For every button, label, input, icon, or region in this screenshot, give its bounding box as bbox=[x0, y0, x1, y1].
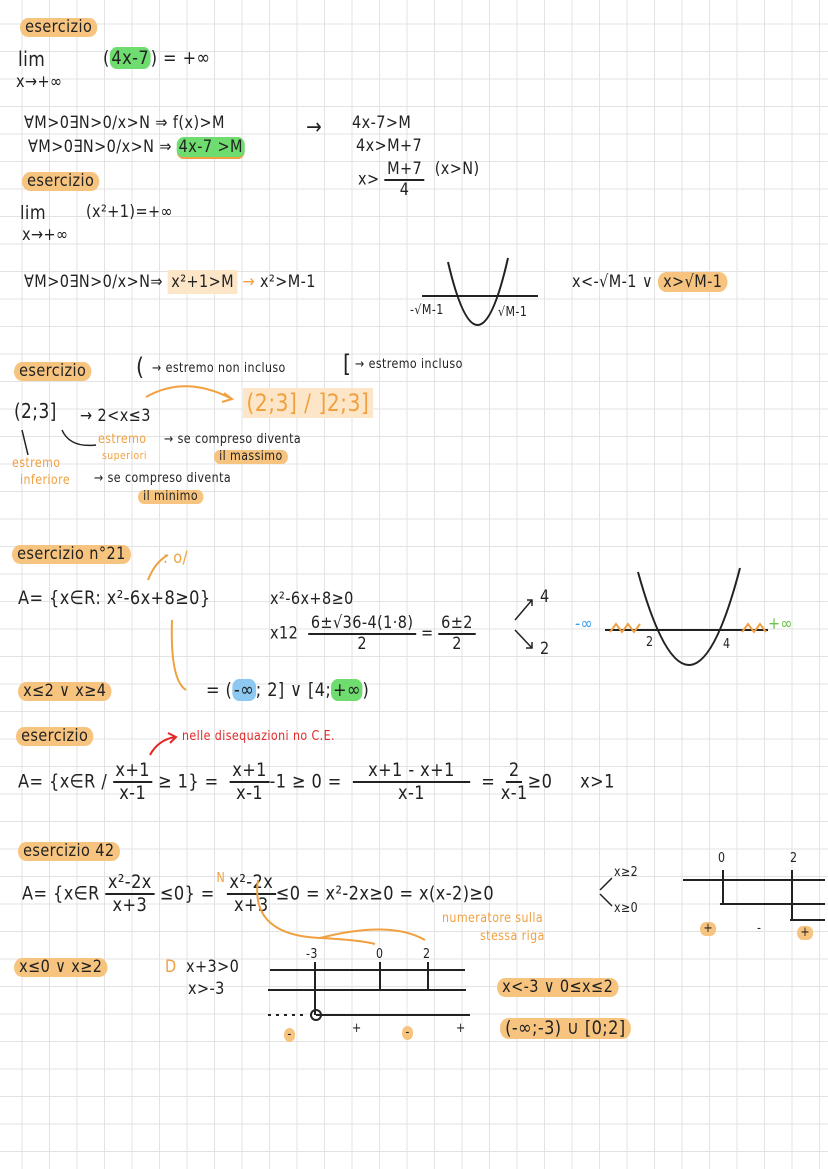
ex6-case1: x≥2 bbox=[614, 865, 639, 880]
ex5-note: nelle disequazioni no C.E. bbox=[182, 729, 335, 744]
denominator: x-1 bbox=[119, 781, 147, 804]
ex3-closed-sym: [ bbox=[343, 350, 352, 378]
ex4-root1: 4 bbox=[540, 587, 550, 607]
ex1-def1: ∀M>0∃N>0/x>N ⇒ f(x)>M bbox=[24, 113, 225, 133]
chart2-sign: + bbox=[456, 1021, 466, 1036]
numerator: x²-2x bbox=[105, 872, 154, 895]
numerator: x+1 bbox=[113, 760, 153, 783]
ex2-root-neg: -√M-1 bbox=[410, 303, 444, 318]
ex3-lower-label-1: estremo bbox=[12, 456, 61, 471]
ex6-d-2: x>-3 bbox=[188, 979, 225, 999]
ex6-final-ineq: x<-3 ∨ 0≤x≤2 bbox=[497, 978, 618, 997]
ex2-def-highlight: x²+1>M bbox=[168, 270, 238, 294]
ex4-pos-inf: +∞ bbox=[768, 614, 793, 634]
ge0: ≥0 bbox=[527, 770, 553, 793]
ex4-title: esercizio n°21 bbox=[12, 545, 131, 564]
ex1-lim: lim bbox=[18, 47, 46, 71]
ex6-note-2: stessa riga bbox=[480, 929, 545, 944]
chart2-sign: - bbox=[284, 1028, 295, 1042]
ex4-set: A= {x∈R: x²-6x+8≥0} bbox=[18, 587, 211, 609]
ex4-neg-inf: -∞ bbox=[575, 614, 594, 634]
arrow-icon: → bbox=[242, 272, 256, 292]
chart2-tick: 0 bbox=[376, 947, 384, 962]
chart1-tick-0: 0 bbox=[718, 851, 726, 866]
ex2-lim: lim bbox=[20, 202, 46, 224]
ex5-title: esercizio bbox=[16, 727, 93, 746]
ex3-title: esercizio bbox=[14, 362, 91, 381]
ex4-ineq: x²-6x+8≥0 bbox=[270, 589, 354, 609]
ex3-upper-desc: → se compreso diventa bbox=[164, 432, 302, 447]
ex1-def2-a: ∀M>0∃N>0/x>N ⇒ bbox=[28, 137, 177, 157]
equals: = bbox=[421, 623, 434, 644]
ex3-open-sym: ( bbox=[136, 353, 145, 381]
neg-inf-highlight: -∞ bbox=[233, 679, 255, 701]
ex6-d-label: D bbox=[165, 957, 177, 977]
numerator: x²-2x bbox=[227, 872, 276, 895]
int-c: ) bbox=[362, 679, 370, 701]
ex5-solution: x>1 bbox=[580, 770, 615, 793]
ex3-alt-notation: (2;3] / ]2;3] bbox=[243, 388, 373, 418]
ex2-title: esercizio bbox=[22, 172, 99, 191]
chain: ≤0 = x²-2x≥0 = x(x-2)≥0 bbox=[275, 882, 495, 905]
int-a: = ( bbox=[206, 679, 233, 701]
chart1-sign: + bbox=[700, 922, 716, 936]
mid: -1 ≥ 0 = bbox=[269, 770, 342, 793]
ex2-sol-highlight: x>√M-1 bbox=[658, 272, 728, 292]
ex2-sol-a: x<-√M-1 ∨ bbox=[572, 272, 653, 292]
denominator: 2 bbox=[357, 633, 367, 654]
ex3-upper-label-1: estremo bbox=[98, 432, 147, 447]
ex1-step3-a: x> bbox=[358, 169, 380, 190]
chart1-sign: - bbox=[757, 921, 762, 936]
ex1-expr-highlight: 4x-7 bbox=[111, 47, 150, 69]
equals: = bbox=[481, 770, 496, 793]
ex4-tick-2: 2 bbox=[646, 635, 654, 650]
ex2-expr: (x²+1)=+∞ bbox=[86, 202, 174, 222]
ex3-lower-highlight: il minimo bbox=[138, 490, 203, 504]
pos-inf-highlight: +∞ bbox=[332, 679, 361, 701]
numerator: M+7 bbox=[385, 160, 425, 181]
ex1-expr-tail: ) = +∞ bbox=[150, 47, 211, 69]
denominator: x-1 bbox=[236, 781, 264, 804]
set-b: ≥ 1} = bbox=[158, 770, 219, 793]
ex3-lower-desc: → se compreso diventa bbox=[94, 471, 232, 486]
ex1-def2-highlight: 4x-7 >M bbox=[178, 137, 243, 157]
chart1-sign: + bbox=[797, 926, 813, 940]
set-a: A= {x∈R bbox=[22, 882, 100, 905]
numerator: x+1 - x+1 bbox=[353, 760, 470, 783]
paren: ( bbox=[103, 47, 110, 69]
ex2-root-pos: √M-1 bbox=[498, 305, 528, 320]
ex6-case2: x≥0 bbox=[614, 901, 639, 916]
ex4-tick-4: 4 bbox=[723, 637, 731, 652]
ex2-step: x²>M-1 bbox=[260, 272, 316, 292]
ex1-step2: 4x>M+7 bbox=[356, 136, 423, 156]
ex1-step1: 4x-7>M bbox=[352, 113, 412, 133]
arrow-icon: → bbox=[306, 115, 323, 140]
set-a: A= {x∈R / bbox=[18, 770, 108, 793]
ex3-upper-label-2: superiori bbox=[102, 449, 147, 462]
ex6-title: esercizio 42 bbox=[18, 842, 120, 861]
ex3-lower-label-2: inferiore bbox=[20, 473, 71, 488]
ex6-n-label: N bbox=[216, 871, 226, 886]
ex3-upper-highlight: il massimo bbox=[214, 450, 288, 464]
ex3-closed-desc: → estremo incluso bbox=[355, 357, 463, 372]
x12-label: x12 bbox=[270, 623, 299, 644]
chart2-sign: + bbox=[352, 1021, 362, 1036]
denominator: 4 bbox=[399, 179, 410, 200]
ex4-note: : o/ bbox=[163, 548, 188, 568]
ex1-lim-sub: x→+∞ bbox=[16, 72, 63, 92]
numerator: 2 bbox=[506, 760, 522, 783]
ex3-interval-ineq: → 2<x≤3 bbox=[80, 406, 151, 426]
ex4-solution: x≤2 ∨ x≥4 bbox=[18, 682, 112, 701]
denominator: x-1 bbox=[397, 781, 425, 804]
numerator: 6±√36-4(1·8) bbox=[308, 614, 416, 635]
ex6-final-interval: (-∞;-3) ∪ [0;2] bbox=[500, 1018, 631, 1039]
ex6-solution: x≤0 ∨ x≥2 bbox=[14, 958, 108, 977]
ex1-cond: (x>N) bbox=[434, 159, 480, 179]
chart2-tick: -3 bbox=[306, 947, 318, 962]
ex6-d-1: x+3>0 bbox=[186, 957, 240, 977]
ex2-lim-sub: x→+∞ bbox=[22, 225, 69, 245]
ex3-open-desc: → estremo non incluso bbox=[152, 361, 286, 376]
ex3-interval: (2;3] bbox=[14, 399, 57, 423]
ex1-title: esercizio bbox=[20, 18, 97, 37]
ex4-root2: 2 bbox=[540, 639, 550, 659]
ex2-def-a: ∀M>0∃N>0/x>N⇒ bbox=[24, 272, 163, 292]
denominator: x+3 bbox=[112, 893, 148, 916]
denominator: x-1 bbox=[500, 781, 528, 804]
chart2-tick: 2 bbox=[423, 947, 431, 962]
denominator: x+3 bbox=[233, 893, 269, 916]
ex6-note-1: numeratore sulla bbox=[442, 911, 544, 926]
set-b: ≤0} = bbox=[159, 882, 215, 905]
numerator: x+1 bbox=[230, 760, 270, 783]
numerator: 6±2 bbox=[439, 614, 476, 635]
chart2-sign: - bbox=[402, 1026, 413, 1040]
denominator: 2 bbox=[452, 633, 462, 654]
int-b: ; 2] ∨ [4; bbox=[255, 679, 332, 701]
chart1-tick-2: 2 bbox=[790, 851, 798, 866]
